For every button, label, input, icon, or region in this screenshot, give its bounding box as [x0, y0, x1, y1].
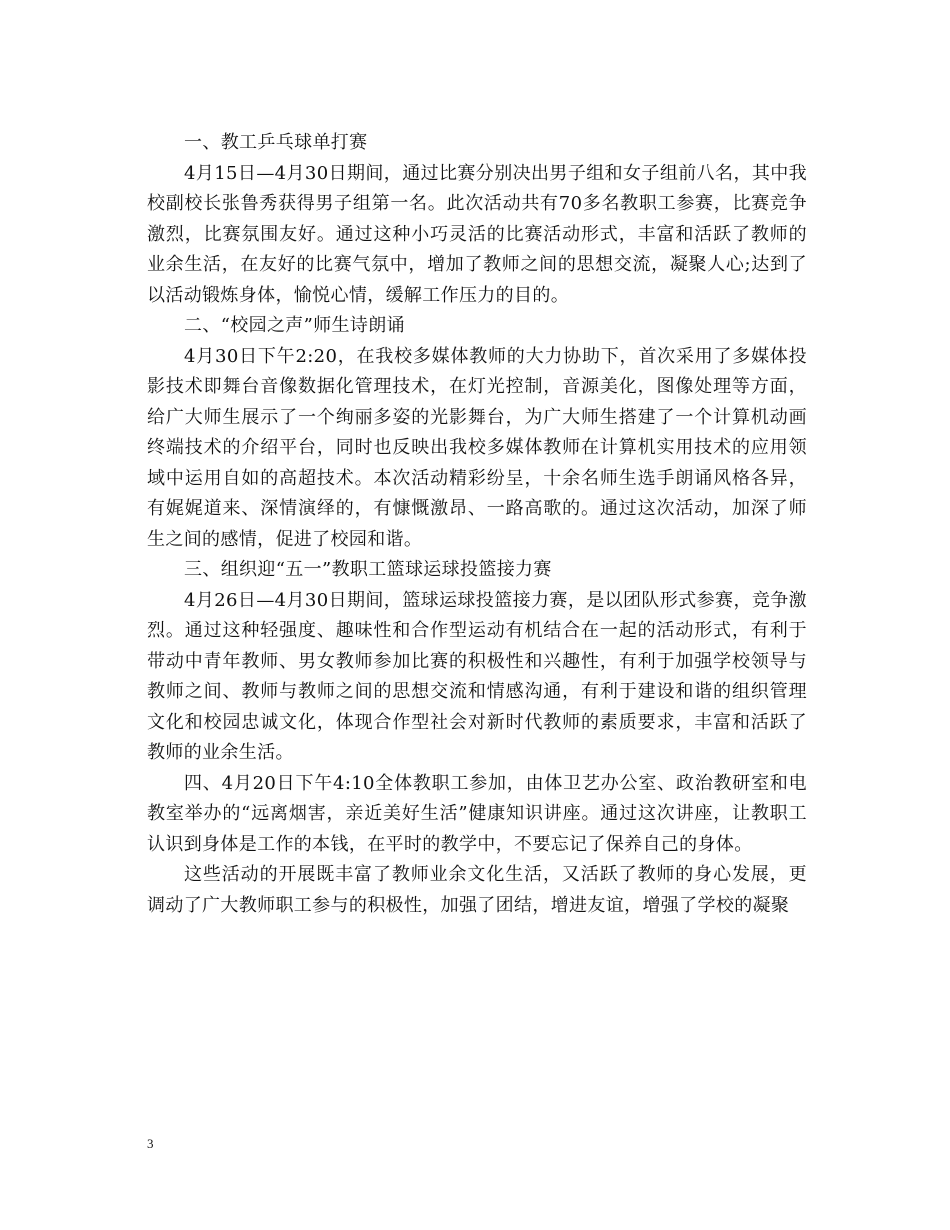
paragraph-pingpong: 4月15日—4月30日期间，通过比赛分别决出男子组和女子组前八名，其中我校副校长张鲁秀获得男子组第一名。此次活动共有70多名教职工参赛，比赛竞争激烈，比赛氛围友好。通过这种小巧灵活的比赛活动形式，丰富和活跃了教师的业余生活，在友好的比赛气氛中，增加了教师之间的思想交流，凝聚人心;达到了以活动锻炼身体，愉悦心情，缓解工作压力的目的。	[147, 162, 807, 306]
paragraph-summary: 这些活动的开展既丰富了教师业余文化生活，又活跃了教师的身心发展，更调动了广大教师职工参与的积极性，加强了团结，增进友谊，增强了学校的凝聚	[147, 864, 807, 916]
section-heading-basketball: 三、组织迎“五一”教职工篮球运球投篮接力赛	[184, 559, 552, 580]
paragraph-lecture: 四、4月20日下午4:10全体教职工参加，由体卫艺办公室、政治教研室和电教室举办的“远离烟害，亲近美好生活”健康知识讲座。通过这次讲座，让教职工认识到身体是工作的本钱，在平时的教学中，不要忘记了保养自己的身体。	[147, 772, 807, 855]
paragraph-basketball: 4月26日—4月30日期间，篮球运球投篮接力赛，是以团队形式参赛，竞争激烈。通过这种轻强度、趣味性和合作型运动有机结合在一起的活动形式，有利于带动中青年教师、男女教师参加比赛的积极性和兴趣性，有利于加强学校领导与教师之间、教师与教师之间的思想交流和情感沟通，有利于建设和谐的组织管理文化和校园忠诚文化，体现合作型社会对新时代教师的素质要求，丰富和活跃了教师的业余生活。	[147, 589, 807, 763]
document-body	[147, 128, 807, 921]
section-heading-poetry: 二、“校园之声”师生诗朗诵	[184, 315, 405, 336]
page-number: 3	[147, 1136, 154, 1151]
paragraph-poetry: 4月30日下午2:20，在我校多媒体教师的大力协助下，首次采用了多媒体投影技术即舞台音像数据化管理技术，在灯光控制，音源美化，图像处理等方面，给广大师生展示了一个绚丽多姿的光影舞台，为广大师生搭建了一个计算机动画终端技术的介绍平台，同时也反映出我校多媒体教师在计算机实用技术的应用领域中运用自如的高超技术。本次活动精彩纷呈，十余名师生选手朗诵风格各异，有娓娓道来、深情演绎的，有慷慨激昂、一路高歌的。通过这次活动，加深了师生之间的感情，促进了校园和谐。	[147, 345, 807, 550]
section-heading-pingpong: 一、教工乒乓球单打赛	[184, 132, 368, 153]
